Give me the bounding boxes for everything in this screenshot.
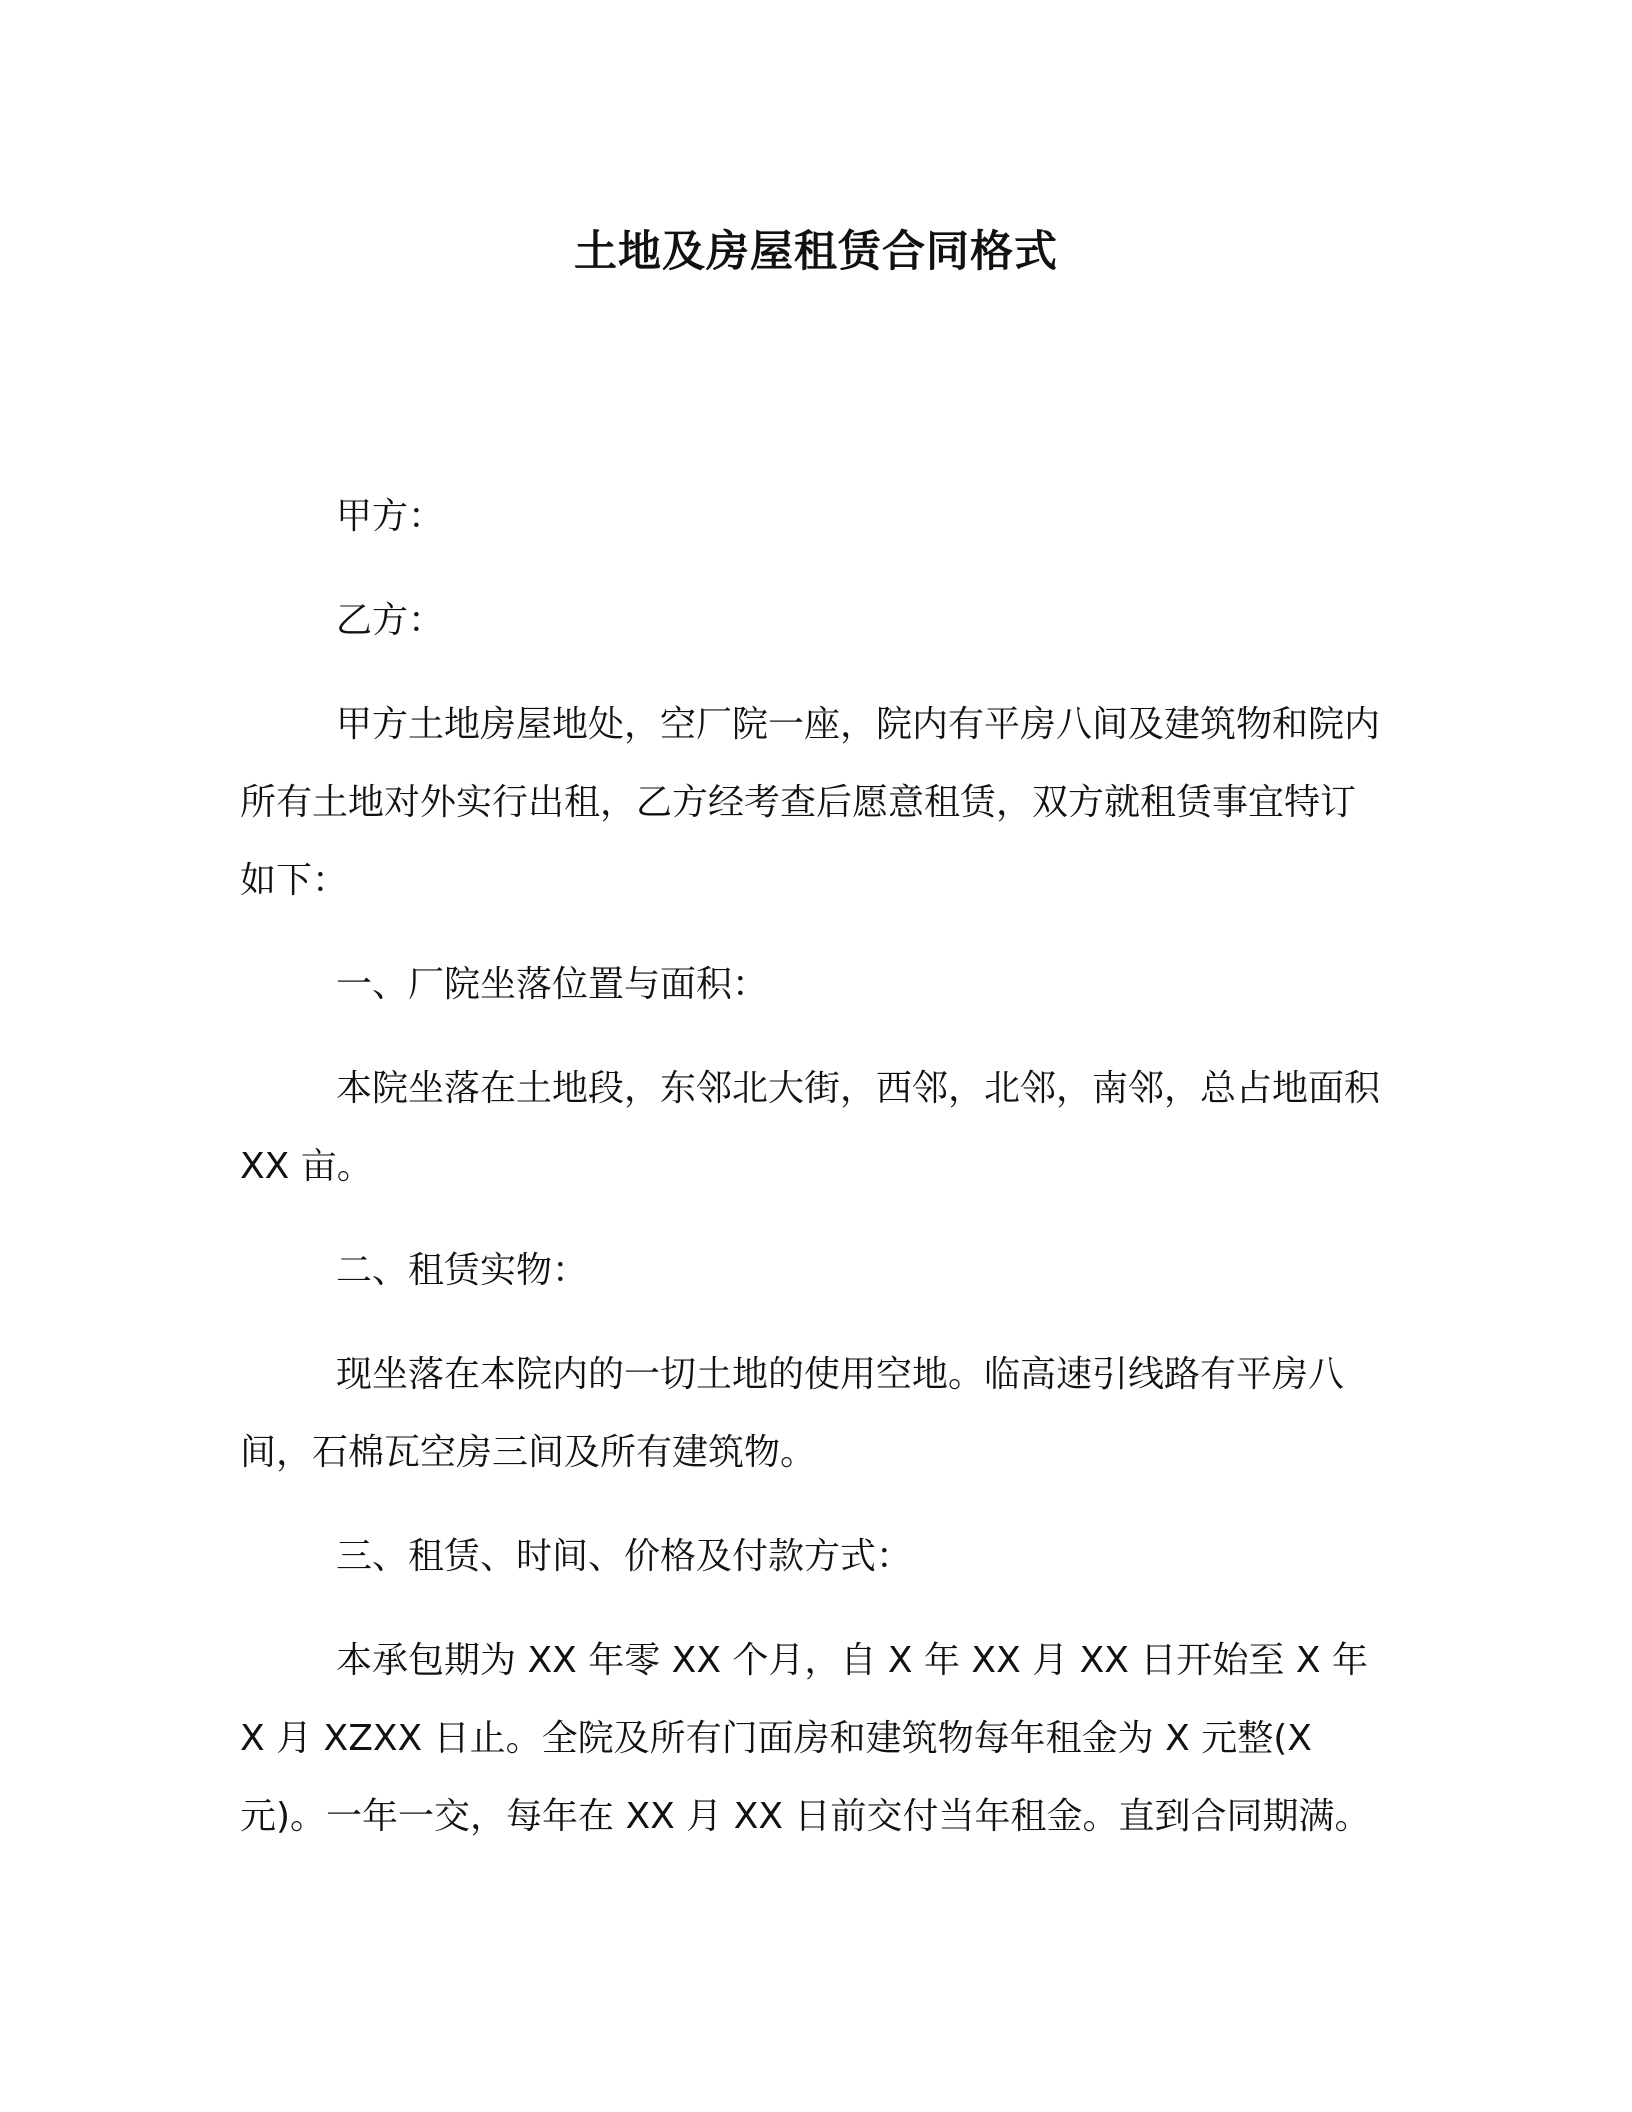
intro-paragraph: 甲方土地房屋地处，空厂院一座，院内有平房八间及建筑物和院内所有土地对外实行出租，乙方经考查后愿意租赁，双方就租赁事宜特订如下： bbox=[240, 704, 1381, 901]
section-2-heading: 二、租赁实物： bbox=[336, 1250, 589, 1291]
party-a-line: 甲方： bbox=[336, 496, 445, 537]
section-3-heading: 三、租赁、时间、价格及付款方式： bbox=[336, 1536, 913, 1577]
section-1-text: 本院坐落在土地段，东邻北大街，西邻，北邻，南邻，总占地面积 XX 亩。 bbox=[240, 1068, 1381, 1187]
document-title: 土地及房屋租赁合同格式 bbox=[574, 227, 1058, 277]
section-3-text: 本承包期为 XX 年零 XX 个月，自 X 年 XX 月 XX 日开始至 X 年 X 月 XZXX 日止。全院及所有门面房和建筑物每年租金为 X 元整(X 元)。一年一交，每年在 XX 月 XX 日前交付当年租金。直到合同期满。 bbox=[240, 1640, 1371, 1837]
document-body bbox=[240, 478, 1380, 1856]
section-2-text: 现坐落在本院内的一切土地的使用空地。临高速引线路有平房八间，石棉瓦空房三间及所有建筑物。 bbox=[240, 1354, 1345, 1473]
party-b-line: 乙方： bbox=[336, 600, 445, 641]
section-1-heading: 一、厂院坐落位置与面积： bbox=[336, 964, 769, 1005]
